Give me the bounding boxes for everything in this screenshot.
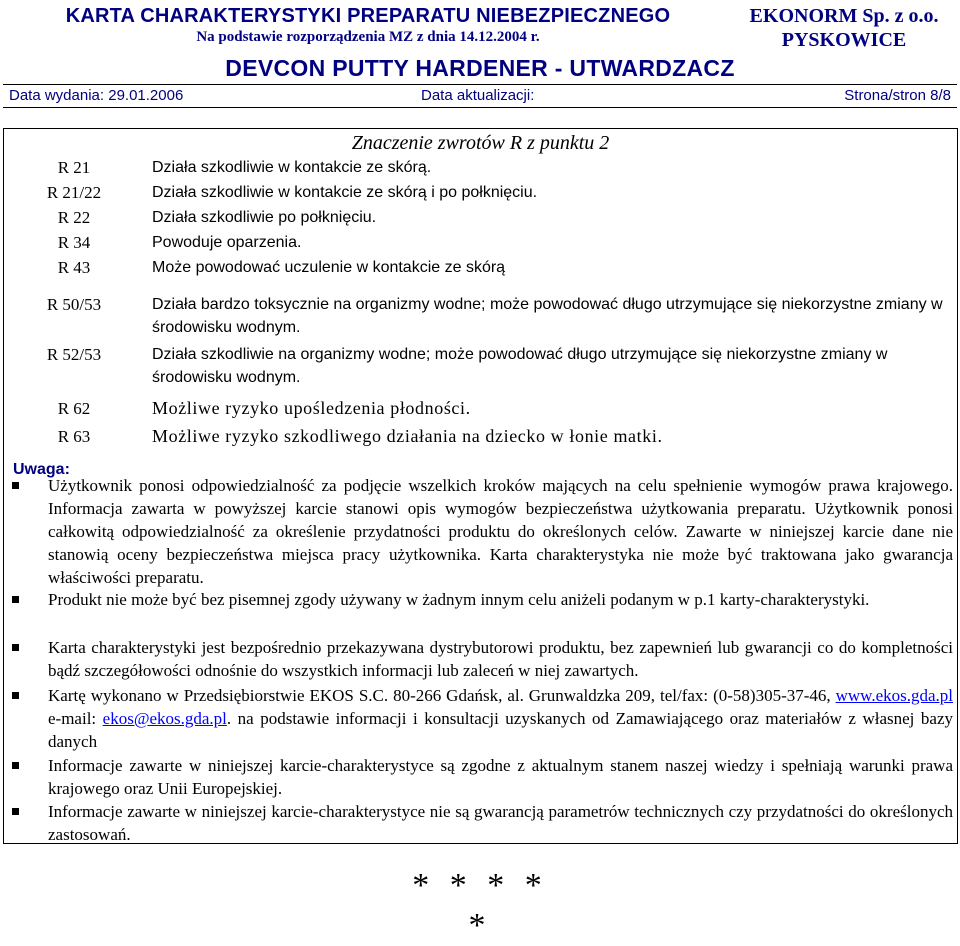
header-title-block [7, 4, 729, 60]
page-number: Strona/stron 8/8 [844, 87, 951, 104]
r-code: R 50/53 [46, 295, 102, 314]
notes-label: Uwaga: [13, 461, 70, 478]
product-name: DEVCON PUTTY HARDENER - UTWARDZACZ [225, 55, 735, 81]
r-text: Działa szkodliwie w kontakcie ze skórą i po połknięciu. [152, 184, 538, 201]
end-marker: * * * * * [412, 867, 548, 944]
bullet-square-icon [12, 762, 19, 769]
r-text: Powoduje oparzenia. [152, 234, 302, 251]
note-text: Produkt nie może być bez pisemnej zgody używany w żadnym innym celu aniżeli podanym w p.1 karty-charakterystyki. [48, 590, 870, 609]
company-city: PYSKOWICE [781, 29, 907, 51]
note-text: Informacje zawarte w niniejszej karcie-charakterystyce są zgodne z aktualnym stanem naszej wiedzy i spełniają warunki prawa krajowego oraz Unii Europejskiej. [48, 756, 953, 798]
note-text-part: . na podstawie informacji i konsultacji uzyskanych od Zamawiającego oraz materiałów z własnej bazy danych [48, 709, 953, 751]
r-text: Możliwe ryzyko szkodliwego działania na dziecko w łonie matki. [152, 426, 663, 446]
r-code: R 34 [57, 233, 91, 252]
r-code: R 22 [57, 208, 91, 227]
document-header [3, 2, 957, 108]
r-text: Działa szkodliwie po połknięciu. [152, 209, 377, 226]
r-text: Może powodować uczulenie w kontakcie ze skórą [152, 259, 506, 276]
header-company-block [731, 4, 957, 60]
r-text: Możliwe ryzyko upośledzenia płodności. [152, 398, 471, 418]
bullet-square-icon [12, 644, 19, 651]
r-text: Działa szkodliwie na organizmy wodne; może powodować długo utrzymujące się niekorzystne zmiany w środowisku wodnym. [152, 346, 888, 386]
note-text: Informacje zawarte w niniejszej karcie-charakterystyce nie są gwarancją parametrów technicznych czy przydatności do określonych zastosowań. [48, 802, 953, 844]
document-title: KARTA CHARAKTERYSTYKI PREPARATU NIEBEZPIECZNEGO [65, 5, 671, 27]
bullet-square-icon [12, 482, 19, 489]
bullet-square-icon [12, 692, 19, 699]
note-text-part: e-mail: [48, 709, 103, 728]
r-code: R 52/53 [46, 345, 102, 364]
email-link[interactable]: ekos@ekos.gda.pl [102, 709, 227, 728]
issue-date: Data wydania: 29.01.2006 [9, 87, 184, 104]
r-text: Działa bardzo toksycznie na organizmy wodne; może powodować długo utrzymujące się niekorzystne zmiany w środowisku wodnym. [152, 296, 943, 336]
r-text: Działa szkodliwie w kontakcie ze skórą. [152, 159, 432, 176]
section-title: Znaczenie zwrotów R z punktu 2 [351, 132, 610, 154]
note-text: Użytkownik ponosi odpowiedzialność za podjęcie wszelkich kroków mających na celu spełnienie wymogów prawa krajowego. Informacja zawarta w powyższej karcie stanowi opis wymogów bezpieczeństwa użytkowania preparatu. Użytkownik ponosi całkowitą odpowiedzialność za określenie przydatności produktu do określonych celów. Zawarte w niniejszej karcie dane nie stanowią oceny bezpieczeństwa miejsca pracy użytkownika. Karta charakterystyka nie może być traktowana jako gwarancja właściwości preparatu. [48, 476, 953, 587]
bullet-square-icon [12, 596, 19, 603]
note-text: Karta charakterystyki jest bezpośrednio przekazywana dystrybutorowi produktu, bez zapewnień lub gwarancji co do kompletności bądź szczegółowości odnośnie do wszystkich informacji lub zaleceń w niej zawartych. [48, 638, 953, 680]
r-code: R 43 [57, 258, 91, 277]
content-box [3, 128, 958, 844]
bullet-square-icon [12, 808, 19, 815]
note-text [48, 684, 953, 753]
meta-bar [3, 84, 957, 108]
r-code: R 21/22 [46, 183, 102, 202]
note-text-part: Kartę wykonano w Przedsiębiorstwie EKOS S.C. 80-266 Gdańsk, al. Grunwaldzka 209, tel/fax: (0-58)305-37-46, [48, 686, 836, 705]
website-link[interactable]: www.ekos.gda.pl [835, 686, 953, 705]
update-date: Data aktualizacji: [421, 87, 535, 104]
r-code: R 21 [57, 158, 91, 177]
regulation-line: Na podstawie rozporządzenia MZ z dnia 14.12.2004 r. [196, 29, 540, 45]
r-code: R 63 [57, 427, 91, 446]
r-code: R 62 [57, 399, 91, 418]
company-name: EKONORM Sp. z o.o. [749, 5, 939, 27]
